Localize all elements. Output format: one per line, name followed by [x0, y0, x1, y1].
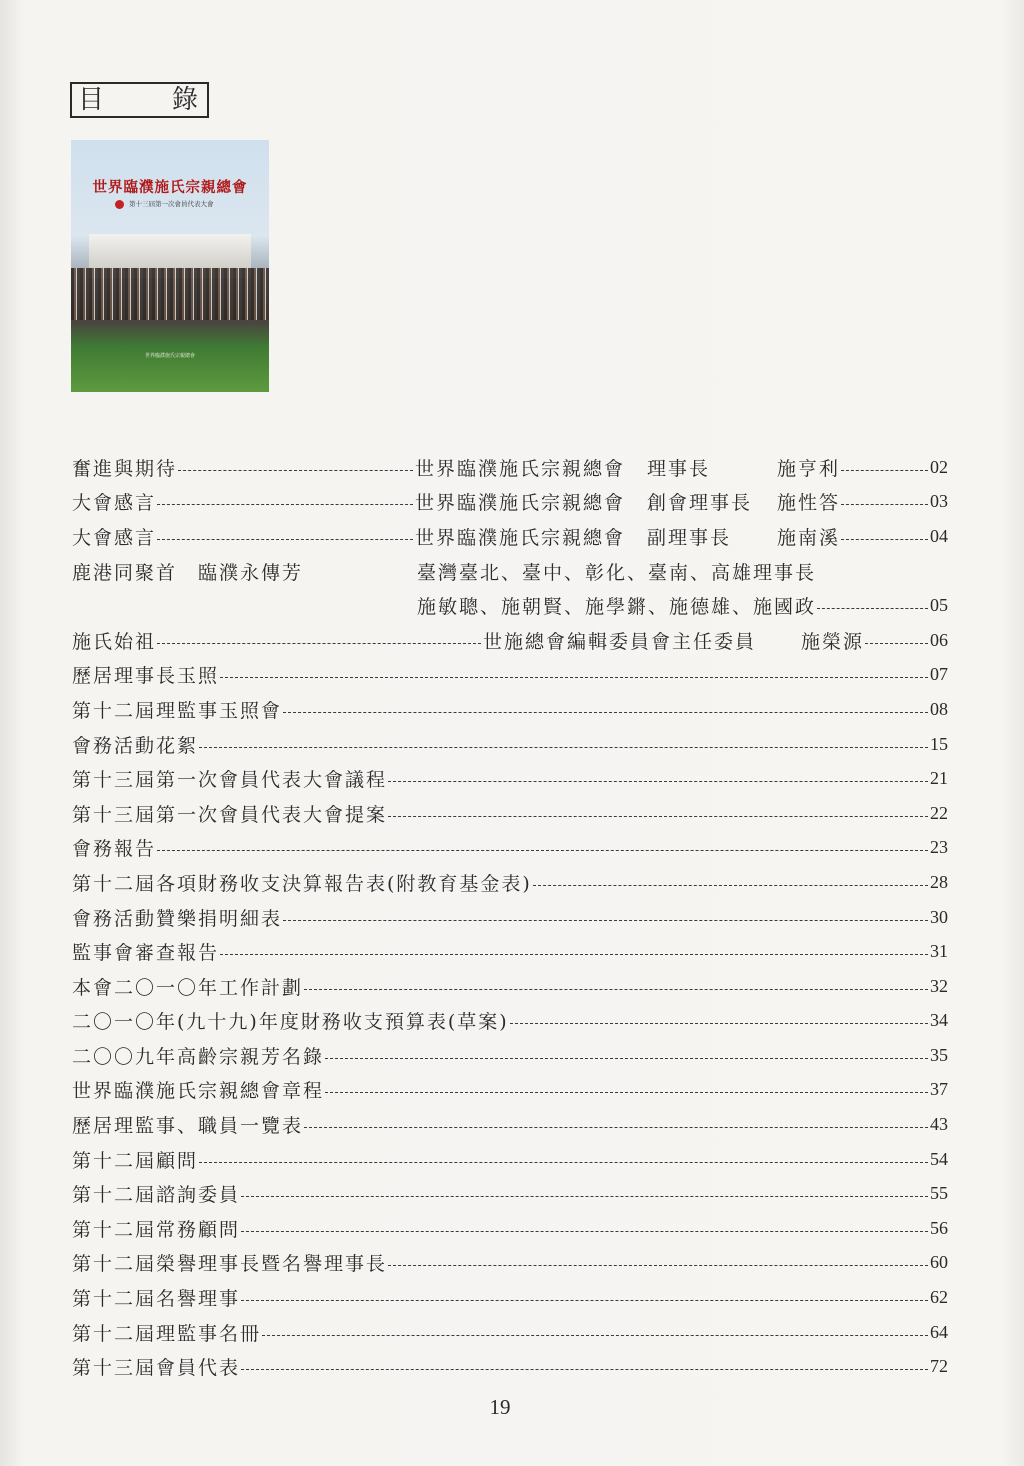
toc-entry: [72, 1349, 948, 1384]
toc-entry-page: 35: [930, 1044, 948, 1065]
toc-entry-authors-line-2: 施敏聰、施朝賢、施學鏘、施德雄、施國政: [417, 596, 817, 619]
leader-dots: [220, 677, 928, 678]
toc-entry: [72, 485, 948, 520]
leader-dots: [304, 989, 928, 990]
toc-entry-page: 62: [930, 1287, 948, 1308]
toc-entry-role: 創會理事長: [647, 492, 753, 515]
toc-entry-title: 第十三屆第一次會員代表大會議程: [72, 769, 388, 792]
cover-title: 世界臨濮施氏宗親總會: [92, 179, 248, 196]
toc-entry-org: 世界臨濮施氏宗親總會: [415, 526, 626, 549]
toc-entry-role: 副理事長: [647, 526, 732, 549]
toc-entry-title: 第十二屆諮詢委員: [72, 1184, 241, 1207]
toc-entry-title: 會務報告: [72, 838, 157, 861]
toc-entry: [72, 727, 948, 762]
toc-entry-author: 施亨利: [777, 457, 841, 480]
cover-subtitle: 第十三屆第一次會員代表大會: [129, 200, 214, 208]
toc-entry: [72, 1142, 948, 1177]
toc-entry-author: 施南溪: [777, 526, 841, 549]
toc-entry-org: 世界臨濮施氏宗親總會: [415, 492, 626, 515]
toc-entry-page: 02: [930, 456, 948, 477]
toc-entry-page: 23: [930, 837, 948, 858]
toc-entry-page: 72: [930, 1356, 948, 1377]
leader-dots: [841, 470, 928, 471]
leader-dots: [865, 643, 928, 644]
toc-entry: [72, 865, 948, 900]
leader-dots: [841, 539, 928, 540]
toc-entry: [72, 1280, 948, 1315]
leader-dots: [325, 1092, 928, 1093]
toc-entry-title: 第十二屆理監事名冊: [72, 1322, 262, 1345]
toc-entry-page: 54: [930, 1148, 948, 1169]
toc-entry-page: 37: [930, 1079, 948, 1100]
toc-entry: [72, 692, 948, 727]
toc-entry: [72, 519, 948, 554]
leader-dots: [157, 643, 481, 644]
toc-entry: [72, 969, 948, 1004]
toc-entry-page: 43: [930, 1114, 948, 1135]
toc-heading-char-2: 錄: [172, 85, 199, 115]
toc-entry-author: 施性答: [777, 492, 841, 515]
toc-entry-page: 22: [930, 802, 948, 823]
toc-entry-page: 31: [930, 941, 948, 962]
toc-entry: [72, 1004, 948, 1039]
toc-entry-title: 第十二屆顧問: [72, 1149, 199, 1172]
toc-entry-title: 奮進與期待: [72, 457, 178, 480]
toc-entry-page: 04: [930, 525, 948, 546]
toc-entry: [72, 658, 948, 693]
toc-entry: [72, 831, 948, 866]
leader-dots: [817, 608, 928, 609]
toc-entry-page: 55: [930, 1183, 948, 1204]
cover-footer: 世界臨濮施氏宗親總會: [144, 353, 195, 359]
table-of-contents: [72, 450, 948, 1384]
toc-entry-title: 第十二屆名譽理事: [72, 1288, 241, 1311]
leader-dots: [178, 470, 413, 471]
leader-dots: [157, 539, 413, 540]
leader-dots: [241, 1369, 928, 1370]
toc-entry: [72, 1038, 948, 1073]
leader-dots: [241, 1231, 928, 1232]
toc-entry-org: 世施總會編輯委員會主任委員: [483, 630, 757, 653]
toc-entry-title: 會務活動贊樂捐明細表: [72, 907, 283, 930]
toc-entry: [72, 1211, 948, 1246]
toc-entry-page: 60: [930, 1252, 948, 1273]
leader-dots: [262, 1335, 928, 1336]
toc-entry: [72, 761, 948, 796]
toc-entry-page: 03: [930, 491, 948, 512]
toc-heading-char-1: 目: [78, 85, 105, 115]
toc-entry: [72, 623, 948, 658]
leader-dots: [304, 1127, 928, 1128]
toc-entry-title: 本會二〇一〇年工作計劃: [72, 976, 304, 999]
leader-dots: [283, 712, 928, 713]
toc-entry-multi-cont: [72, 588, 948, 623]
cover-image: [71, 140, 269, 392]
leader-dots: [510, 1023, 928, 1024]
toc-entry-page: 05: [930, 595, 948, 616]
toc-entry: [72, 1246, 948, 1281]
toc-entry-title: 二〇〇九年高齡宗親芳名錄: [72, 1045, 325, 1068]
toc-entry: [72, 1107, 948, 1142]
toc-entry-title: 第十二屆理監事玉照會: [72, 699, 283, 722]
toc-entry: [72, 796, 948, 831]
toc-entry-page: 07: [930, 664, 948, 685]
toc-entry-page: 30: [930, 906, 948, 927]
toc-entry-title: 歷居理監事、職員一覽表: [72, 1115, 304, 1138]
toc-entry: [72, 450, 948, 485]
toc-entry: [72, 934, 948, 969]
toc-entry-title: 施氏始祖: [72, 630, 157, 653]
leader-dots: [533, 885, 928, 886]
toc-entry-page: 56: [930, 1217, 948, 1238]
toc-entry-authors-line-1: 臺灣臺北、臺中、彰化、臺南、高雄理事長: [417, 561, 817, 584]
leader-dots: [388, 816, 928, 817]
toc-entry-author: 施榮源: [801, 630, 865, 653]
toc-entry-page: 64: [930, 1321, 948, 1342]
page-number: 19: [489, 1395, 511, 1419]
toc-entry-role: 理事長: [647, 457, 711, 480]
toc-entry-page: 15: [930, 733, 948, 754]
toc-entry: [72, 1073, 948, 1108]
cover-group-photo: [71, 268, 269, 320]
leader-dots: [841, 504, 928, 505]
toc-entry-title: 第十二屆榮譽理事長暨名譽理事長: [72, 1253, 388, 1276]
toc-entry-title: 大會感言: [72, 492, 157, 515]
toc-entry-title: 監事會審查報告: [72, 942, 220, 965]
toc-entry-title: 二〇一〇年(九十九)年度財務收支預算表(草案): [72, 1011, 509, 1034]
leader-dots: [388, 781, 928, 782]
toc-entry-org: 世界臨濮施氏宗親總會: [415, 457, 626, 480]
toc-entry-multi: [72, 554, 948, 589]
toc-entry-page: 28: [930, 871, 948, 892]
toc-entry-title: 會務活動花絮: [72, 734, 199, 757]
toc-entry-page: 34: [930, 1010, 948, 1031]
toc-entry: [72, 1176, 948, 1211]
toc-entry: [72, 900, 948, 935]
toc-entry-page: 32: [930, 975, 948, 996]
leader-dots: [388, 1265, 928, 1266]
leader-dots: [283, 920, 928, 921]
toc-entry-title: 大會感言: [72, 526, 157, 549]
toc-heading: [70, 82, 209, 118]
leader-dots: [199, 1162, 928, 1163]
leader-dots: [199, 747, 928, 748]
toc-entry-title: 第十三屆會員代表: [72, 1357, 241, 1380]
toc-entry-page: 06: [930, 629, 948, 650]
leader-dots: [241, 1196, 928, 1197]
leader-dots: [325, 1058, 928, 1059]
toc-entry: [72, 1315, 948, 1350]
leader-dots: [220, 954, 928, 955]
toc-entry-page: 08: [930, 698, 948, 719]
leader-dots: [157, 504, 413, 505]
toc-entry-title: 世界臨濮施氏宗親總會章程: [72, 1080, 325, 1103]
cover-emblem-icon: [115, 200, 124, 209]
leader-dots: [157, 850, 928, 851]
toc-entry-page: 21: [930, 768, 948, 789]
toc-entry-title: 第十二屆常務顧問: [72, 1218, 241, 1241]
toc-simple-entries: [72, 658, 948, 1384]
toc-entry-title: 第十三屆第一次會員代表大會提案: [72, 803, 388, 826]
toc-entry-title: 歷居理事長玉照: [72, 665, 220, 688]
toc-entry-title: 第十二屆各項財務收支決算報告表(附教育基金表): [72, 872, 532, 895]
toc-entry-title: 鹿港同聚首 臨濮永傳芳: [72, 561, 304, 584]
leader-dots: [241, 1300, 928, 1301]
